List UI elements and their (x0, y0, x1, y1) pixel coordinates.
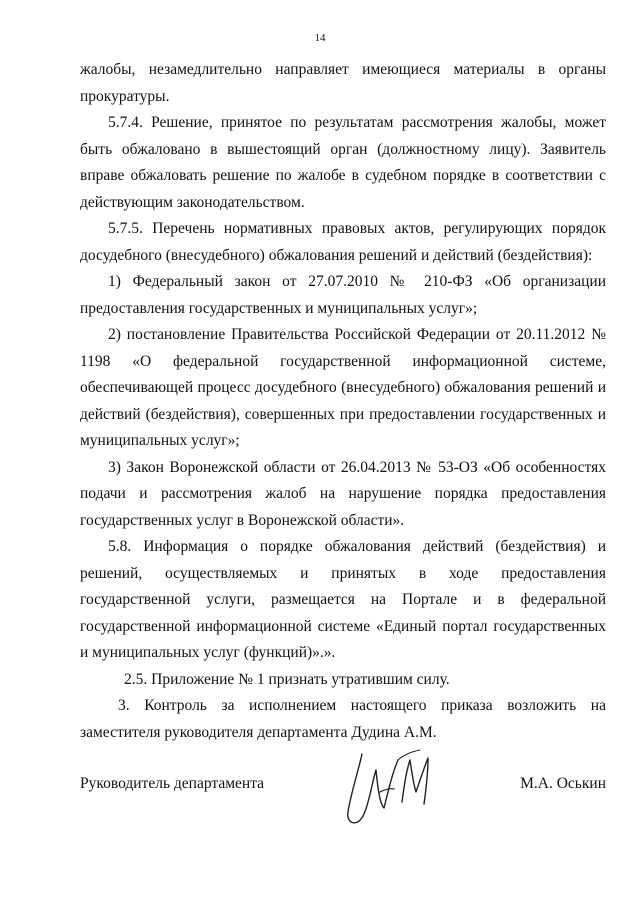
handwritten-signature (340, 742, 440, 832)
page-number: 14 (314, 32, 326, 44)
paragraph-5-8: 5.8. Информация о порядке обжалования действий (бездействия) и решений, осуществляемых и принятых в ходе предоставления государственной услуги, размещается на Портале и в федеральной государственной информационной системе «Единый портал государственных и муниципальных услуг (функций)».». (80, 538, 606, 661)
list-item-resolution-1198: 2) постановление Правительства Российской Федерации от 20.11.2012 № 1198 «О федеральной государственной информационной системе, обеспечивающей процесс досудебного (внесудебного) обжалования решений и действий (бездействия), совершенных при предоставлении государственных и муниципальных услуг»; (80, 326, 606, 449)
paragraph-3: 3. Контроль за исполнением настоящего приказа возложить на заместителя руководителя департамента Дудина А.М. (80, 697, 606, 741)
paragraph-2-5: 2.5. Приложение № 1 признать утратившим силу. (124, 670, 450, 688)
list-item-law-210: 1) Федеральный закон от 27.07.2010 № 210-ФЗ «Об организации предоставления государственных и муниципальных услуг»; (80, 273, 606, 317)
list-item-law-53: 3) Закон Воронежской области от 26.04.2013 № 53-ОЗ «Об особенностях подачи и рассмотрения жалоб на нарушение порядка предоставления государственных услуг в Воронежской области». (80, 458, 606, 529)
paragraph-5-7-5: 5.7.5. Перечень нормативных правовых актов, регулирующих порядок досудебного (внесудебного) обжалования решений и действий (бездействия): (80, 220, 606, 264)
paragraph-5-7-4: 5.7.4. Решение, принятое по результатам рассмотрения жалобы, может быть обжаловано в вышестоящий орган (должностному лицу). Заявитель вправе обжаловать решение по жалобе в судебном порядке в соответствии с действующим законодательством. (80, 114, 606, 211)
signatory-title: Руководитель департамента (80, 775, 265, 792)
document-body (80, 57, 606, 746)
signatory-name: М.А. Оськин (520, 775, 606, 792)
paragraph-continuation: жалобы, незамедлительно направляет имеющиеся материалы в органы прокуратуры. (80, 61, 606, 105)
